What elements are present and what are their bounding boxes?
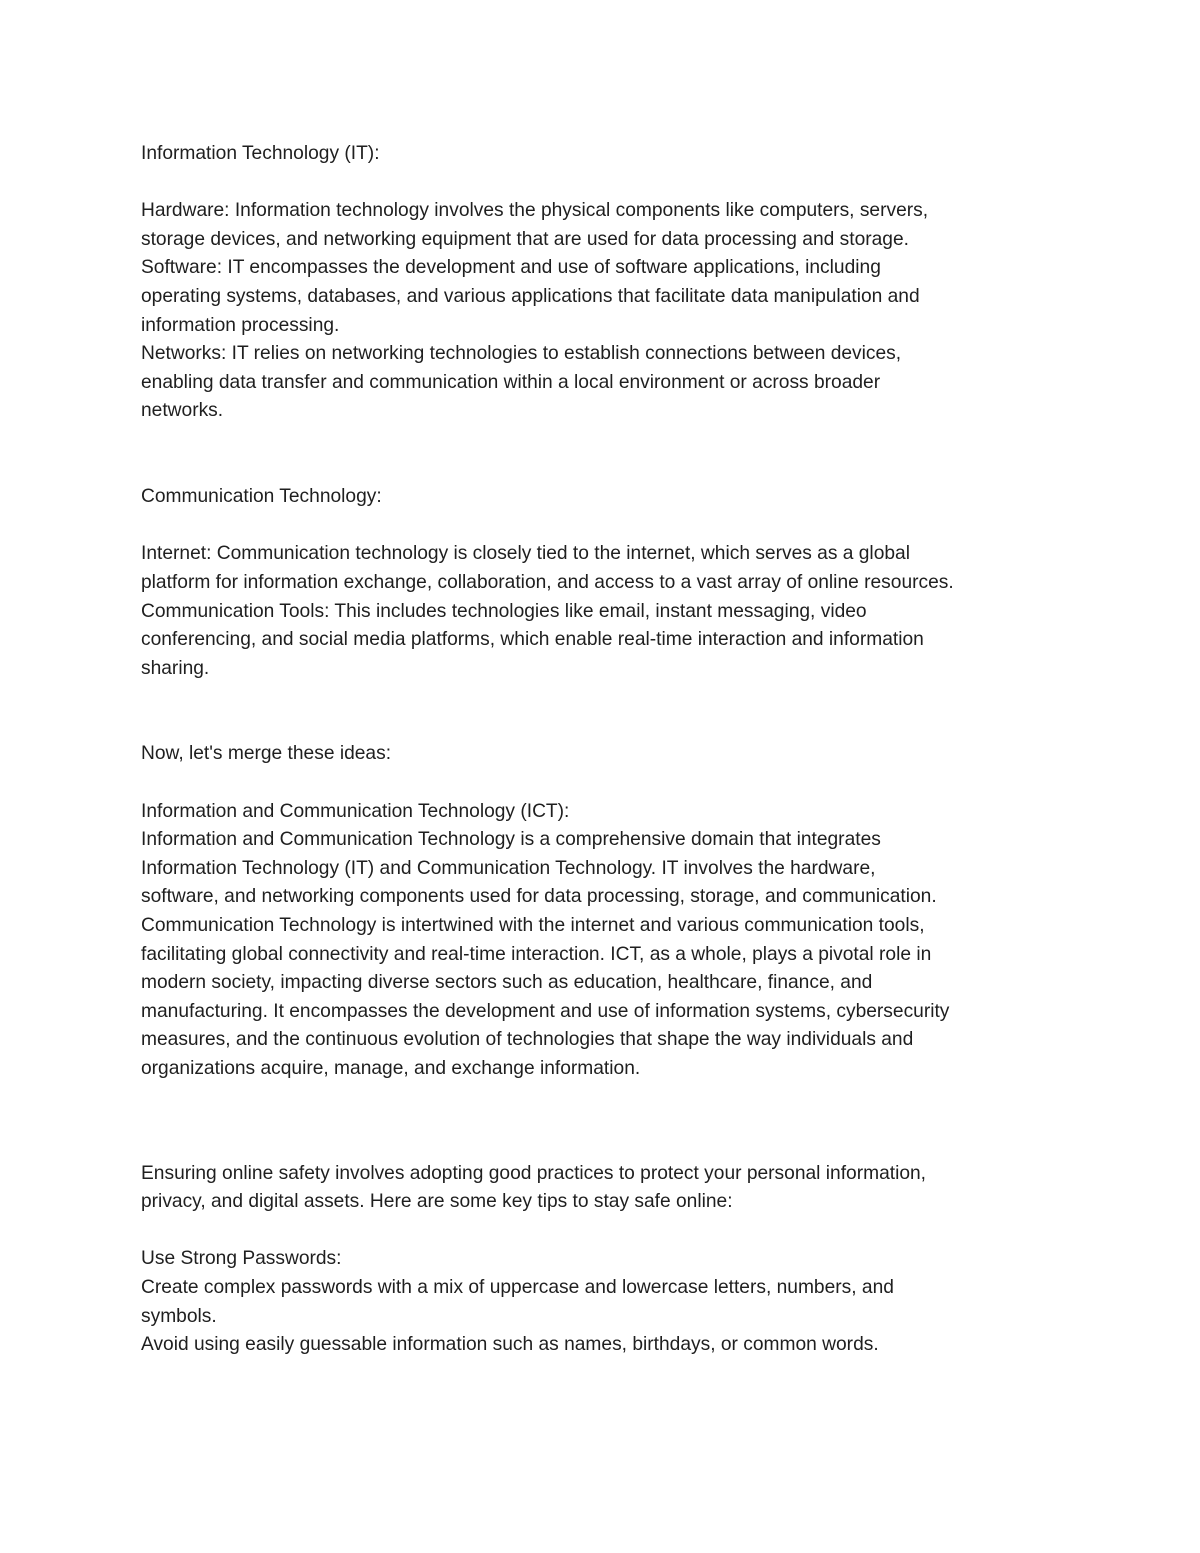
text-line: Create complex passwords with a mix of uppercase and lowercase letters, numbers, and	[141, 1276, 894, 1298]
text-line: networks.	[141, 400, 224, 422]
passwords-heading: Use Strong Passwords:	[141, 1248, 342, 1270]
text-line: manufacturing. It encompasses the development and use of information systems, cybersecurity	[141, 1000, 950, 1022]
text-line: conferencing, and social media platforms, which enable real-time interaction and information	[141, 629, 924, 651]
text-line: storage devices, and networking equipment that are used for data processing and storage.	[141, 228, 909, 250]
text-line: Communication Tools: This includes technologies like email, instant messaging, video	[141, 600, 867, 622]
text-line: software, and networking components used for data processing, storage, and communication.	[141, 886, 937, 908]
text-line: operating systems, databases, and various applications that facilitate data manipulation and	[141, 285, 920, 307]
text-line: privacy, and digital assets. Here are some key tips to stay safe online:	[141, 1191, 733, 1213]
text-line: Communication Technology is intertwined with the internet and various communication tools,	[141, 915, 925, 937]
text-line: Networks: IT relies on networking technologies to establish connections between devices,	[141, 343, 902, 365]
text-line: Ensuring online safety involves adopting good practices to protect your personal information,	[141, 1162, 927, 1184]
text-line: Internet: Communication technology is closely tied to the internet, which serves as a global	[141, 543, 910, 565]
text-line: symbols.	[141, 1305, 217, 1327]
ct-heading: Communication Technology:	[141, 486, 382, 508]
text-line: facilitating global connectivity and real-time interaction. ICT, as a whole, plays a pivotal role in	[141, 943, 932, 965]
text-line: Software: IT encompasses the development and use of software applications, including	[141, 257, 881, 279]
safety-intro-paragraph	[141, 1160, 1066, 1217]
text-line: information processing.	[141, 314, 340, 336]
text-line: measures, and the continuous evolution of technologies that shape the way individuals and	[141, 1029, 914, 1051]
ct-paragraph	[141, 540, 1066, 683]
ict-heading: Information and Communication Technology (ICT):	[141, 800, 570, 822]
text-line: platform for information exchange, collaboration, and access to a vast array of online resources.	[141, 571, 954, 593]
text-line: organizations acquire, manage, and exchange information.	[141, 1058, 641, 1079]
text-line: sharing.	[141, 657, 210, 679]
passwords-paragraph	[141, 1274, 1066, 1360]
text-line: enabling data transfer and communication within a local environment or across broader	[141, 371, 881, 393]
text-line: Information and Communication Technology is a comprehensive domain that integrates	[141, 829, 881, 851]
it-heading: Information Technology (IT):	[141, 143, 380, 164]
it-paragraph	[141, 197, 1066, 426]
text-line: Information Technology (IT) and Communication Technology. IT involves the hardware,	[141, 857, 876, 879]
text-line: Avoid using easily guessable information such as names, birthdays, or common words.	[141, 1334, 879, 1356]
merge-intro: Now, let's merge these ideas:	[141, 743, 392, 765]
document-body	[141, 140, 1066, 1360]
text-line: modern society, impacting diverse sectors such as education, healthcare, finance, and	[141, 972, 873, 994]
ict-paragraph	[141, 826, 1066, 1083]
text-line: Hardware: Information technology involves the physical components like computers, servers,	[141, 200, 929, 222]
